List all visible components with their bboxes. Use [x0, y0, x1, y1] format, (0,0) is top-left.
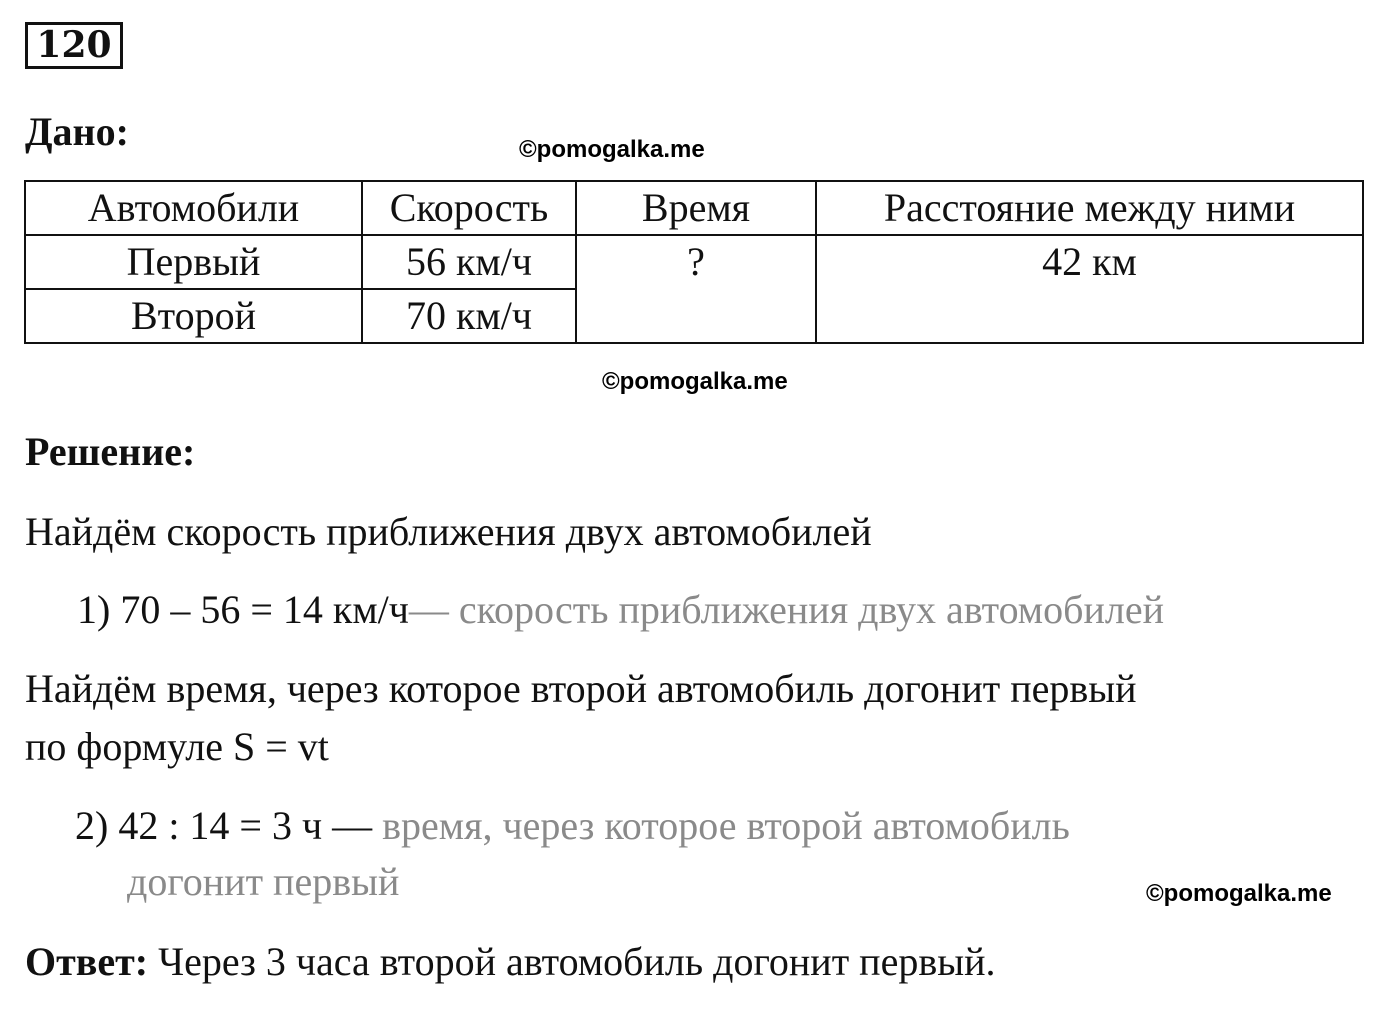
answer-text: Через 3 часа второй автомобиль догонит первый.: [148, 939, 996, 984]
step-1: [77, 586, 1164, 634]
step-2-note: время, через которое второй автомобиль: [382, 803, 1070, 848]
intro-line-2: Найдём время, через которое второй автомобиль догонит первый: [25, 666, 1137, 711]
step-2: [75, 802, 1070, 850]
solution-heading: Решение:: [25, 429, 196, 474]
step-1-note: — скорость приближения двух автомобилей: [408, 587, 1164, 632]
time-cell: ?: [576, 235, 816, 343]
answer-line: [25, 938, 996, 986]
answer-label: Ответ:: [25, 939, 149, 984]
header-cars: Автомобили: [25, 181, 362, 235]
given-heading: Дано:: [25, 109, 129, 154]
step-2-note-continued: догонит первый: [127, 859, 400, 904]
step-1-expression: 1) 70 – 56 = 14 км/ч: [77, 587, 409, 632]
table-row: [25, 235, 1363, 289]
car-second: Второй: [25, 289, 362, 343]
table-header-row: [25, 181, 1363, 235]
header-speed: Скорость: [362, 181, 576, 235]
task-number: 120: [25, 22, 123, 69]
watermark-bottom: ©pomogalka.me: [1146, 880, 1332, 907]
speed-first: 56 км/ч: [362, 235, 576, 289]
intro-line-3: по формуле S = vt: [25, 724, 329, 769]
header-distance: Расстояние между ними: [816, 181, 1363, 235]
speed-second: 70 км/ч: [362, 289, 576, 343]
distance-cell: 42 км: [816, 235, 1363, 343]
watermark-middle: ©pomogalka.me: [602, 368, 788, 395]
given-table: [24, 180, 1364, 344]
step-2-expression: 2) 42 : 14 = 3 ч —: [75, 803, 383, 848]
watermark-top: ©pomogalka.me: [519, 136, 705, 163]
intro-line-1: Найдём скорость приближения двух автомобилей: [25, 509, 872, 554]
header-time: Время: [576, 181, 816, 235]
car-first: Первый: [25, 235, 362, 289]
